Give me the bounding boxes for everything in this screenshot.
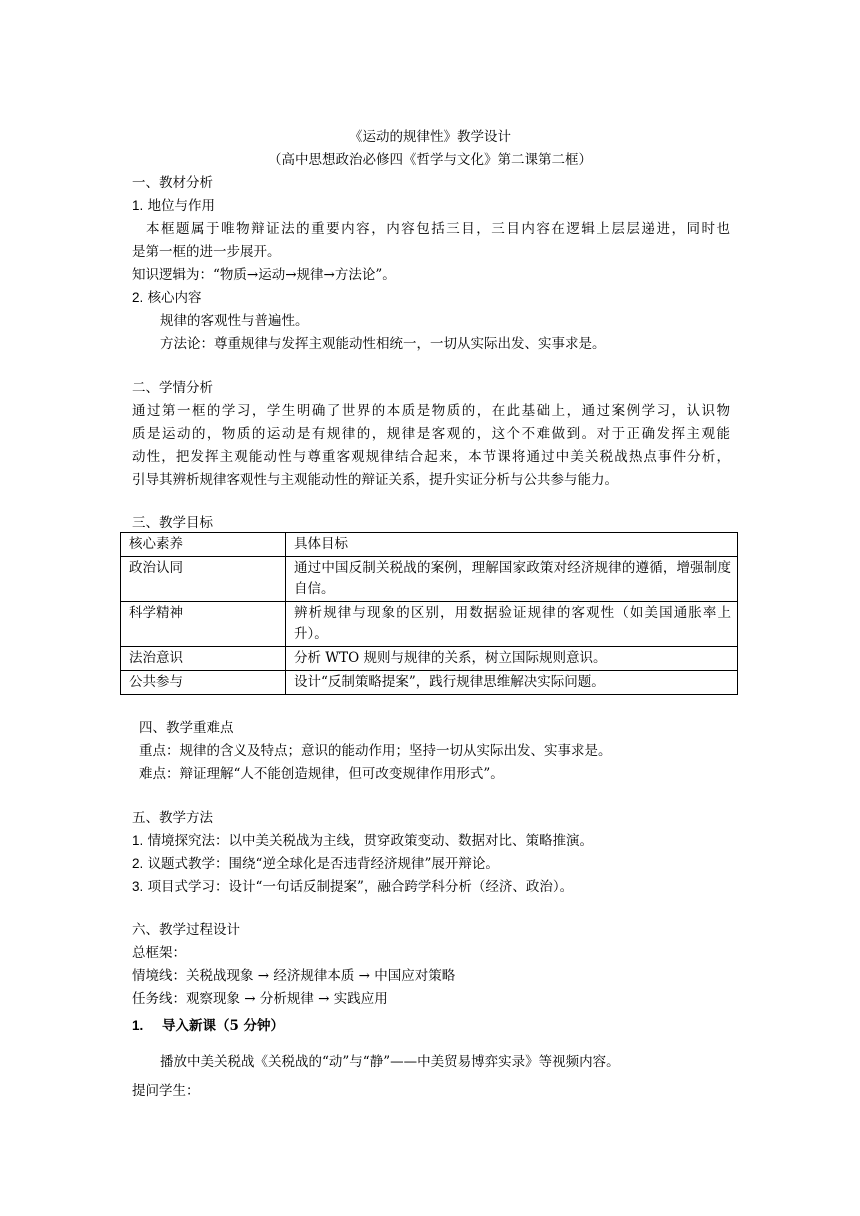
subheading-number: 1. — [132, 198, 144, 213]
table-cell-value: 辨析规律与现象的区别，用数据验证规律的客观性（如美国通胀率上升）。 — [286, 602, 738, 647]
key-point: 重点：规律的含义及特点；意识的能动作用；坚持一切从实际出发、实事求是。 — [139, 743, 612, 759]
step-title: 导入新课（5 分钟） — [161, 1018, 285, 1034]
list-number: 2. — [132, 856, 144, 871]
method-text: 情境探究法：以中美关税战为主线，贯穿政策变动、数据对比、策略推演。 — [147, 833, 594, 849]
core-content-item: 方法论：尊重规律与发挥主观能动性相统一，一切从实际出发、实事求是。 — [160, 336, 606, 352]
paragraph-line: 是第一框的进一步展开。 — [132, 244, 281, 260]
paragraph-line: 动性，把发挥主观能动性与尊重客观规律结合起来，本节课将通过中美关税战热点事件分析， — [132, 449, 730, 465]
table-row — [121, 671, 738, 695]
core-content-item: 规律的客观性与普遍性。 — [160, 313, 309, 329]
paragraph-line: 质是运动的，物质的运动是有规律的，规律是客观的，这个不难做到。对于正确发挥主观能 — [132, 426, 730, 442]
method-item — [132, 831, 593, 851]
situation-line: 情境线：关税战现象 → 经济规律本质 → 中国应对策略 — [132, 968, 456, 984]
table-header-cell: 具体目标 — [286, 533, 738, 557]
paragraph-line: 本框题属于唯物辩证法的重要内容，内容包括三目，三目内容在逻辑上层层递进，同时也 — [146, 221, 730, 237]
section-heading-6: 六、教学过程设计 — [132, 922, 240, 938]
question-prompt: 提问学生： — [132, 1083, 200, 1099]
table-row — [121, 647, 738, 671]
table-header-cell: 核心素养 — [121, 533, 286, 557]
method-text: 项目式学习：设计“一句话反制提案”，融合跨学科分析（经济、政治）。 — [147, 879, 574, 895]
table-cell-key: 法治意识 — [121, 647, 286, 671]
table-row — [121, 602, 738, 647]
method-text: 议题式教学：围绕“逆全球化是否违背经济规律”展开辩论。 — [147, 856, 499, 872]
table-cell-key: 公共参与 — [121, 671, 286, 695]
subheading-number: 2. — [132, 290, 144, 305]
paragraph-line: 引导其辨析规律客观性与主观能动性的辩证关系，提升实证分析与公共参与能力。 — [132, 472, 618, 488]
subheading-core — [132, 288, 202, 308]
paragraph-line: 通过第一框的学习，学生明确了世界的本质是物质的，在此基础上，通过案例学习，认识物 — [132, 403, 730, 419]
table-cell-key: 科学精神 — [121, 602, 286, 647]
document-subtitle: （高中思想政治必修四《哲学与文化》第二课第二框） — [268, 152, 592, 168]
list-number: 3. — [132, 879, 144, 894]
document-title: 《运动的规律性》教学设计 — [349, 129, 511, 145]
table-row — [121, 557, 738, 602]
subheading-label: 地位与作用 — [147, 198, 216, 214]
table-cell-key: 政治认同 — [121, 557, 286, 602]
table-cell-value: 通过中国反制关税战的案例，理解国家政策对经济规律的遵循，增强制度自信。 — [286, 557, 738, 602]
section-heading-4: 四、教学重难点 — [139, 720, 234, 736]
subheading-position — [132, 196, 215, 216]
teaching-goals-table — [120, 532, 738, 695]
method-item — [132, 877, 573, 897]
step-heading — [132, 1016, 284, 1036]
table-header-row — [121, 533, 738, 557]
subheading-label: 核心内容 — [147, 290, 202, 306]
section-heading-3: 三、教学目标 — [132, 515, 213, 531]
table-cell-value: 分析 WTO 规则与规律的关系，树立国际规则意识。 — [286, 647, 738, 671]
difficult-point: 难点：辩证理解“人不能创造规律，但可改变规律作用形式”。 — [139, 766, 504, 782]
task-line: 任务线：观察现象 → 分析规律 → 实践应用 — [132, 991, 388, 1007]
overall-framework: 总框架： — [132, 945, 186, 961]
step-number: 1. — [132, 1018, 144, 1033]
list-number: 1. — [132, 833, 144, 848]
knowledge-logic: 知识逻辑为：“物质→运动→规律→方法论”。 — [132, 267, 396, 283]
method-item — [132, 854, 499, 874]
section-heading-5: 五、教学方法 — [132, 810, 213, 826]
table-cell-value: 设计“反制策略提案”，践行规律思维解决实际问题。 — [286, 671, 738, 695]
section-heading-2: 二、学情分析 — [132, 380, 213, 396]
section-heading-1: 一、教材分析 — [132, 175, 213, 191]
video-playback-text: 播放中美关税战《关税战的“动”与“静”——中美贸易博弈实录》等视频内容。 — [160, 1054, 620, 1070]
